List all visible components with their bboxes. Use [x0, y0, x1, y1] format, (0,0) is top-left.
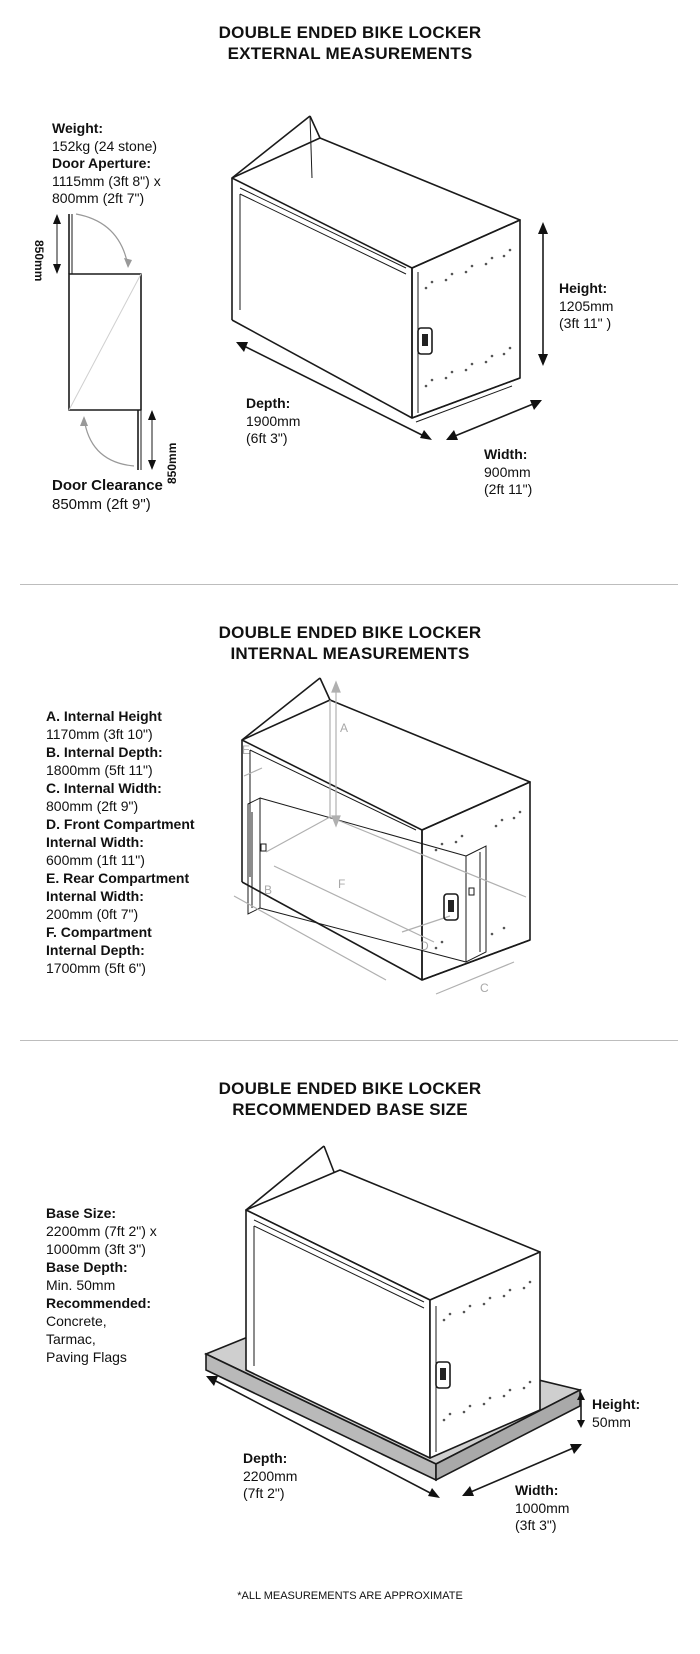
spec-f-value: 1700mm (5ft 6") — [46, 960, 146, 976]
weight-value: 152kg (24 stone) — [52, 137, 158, 154]
recommended-paving-flags: Paving Flags — [46, 1349, 127, 1365]
base-width-value-1: 1000mm — [515, 1499, 570, 1516]
external-depth-label: Depth: — [246, 395, 291, 411]
external-height-value-1: 1205mm — [559, 297, 614, 314]
door-aperture-value-1: 1115mm (3ft 8") x — [52, 172, 161, 189]
letter-e: E — [242, 743, 251, 757]
external-width-value-1: 900mm — [484, 463, 531, 480]
section2-title-line1: DOUBLE ENDED BIKE LOCKER — [218, 623, 482, 642]
external-height-value-2: (3ft 11" ) — [559, 315, 612, 331]
spec-e-value: 200mm (0ft 7") — [46, 906, 139, 922]
door-dim-bottom-label: 850mm — [165, 442, 179, 484]
door-clearance-value: 850mm (2ft 9") — [52, 496, 151, 513]
external-depth-value-1: 1900mm — [246, 412, 301, 429]
spec-f-label-2: Internal Depth: — [46, 942, 145, 958]
base-height-label: Height: — [592, 1396, 641, 1412]
door-dim-top-label: 850mm — [32, 240, 46, 282]
recommended-label: Recommended: — [46, 1295, 152, 1311]
external-width-value-2: (2ft 11") — [484, 481, 533, 497]
base-height-value: 50mm — [592, 1413, 631, 1430]
section3-title-line2: RECOMMENDED BASE SIZE — [232, 1100, 468, 1119]
spec-c-value: 800mm (2ft 9") — [46, 798, 139, 814]
spec-f-label: F. Compartment — [46, 924, 152, 940]
spec-b-value: 1800mm (5ft 11") — [46, 762, 153, 778]
base-width-block — [515, 1482, 569, 1535]
spec-c-label: C. Internal Width: — [46, 780, 162, 796]
letter-f: F — [338, 877, 346, 891]
external-depth-value-2: (6ft 3") — [246, 430, 288, 446]
base-height-block — [592, 1396, 640, 1431]
weight-label: Weight: — [52, 120, 104, 136]
section1-title-line2: EXTERNAL MEASUREMENTS — [227, 44, 473, 63]
spec-d-label-2: Internal Width: — [46, 834, 144, 850]
spec-a-label: A. Internal Height — [46, 708, 162, 724]
base-depth-label: Base Depth: — [46, 1259, 128, 1275]
letter-b: B — [264, 883, 273, 897]
base-footprint-depth-label: Depth: — [243, 1450, 288, 1466]
door-aperture-value-2: 800mm (2ft 7") — [52, 190, 145, 206]
letter-a: A — [340, 721, 349, 735]
external-width-label: Width: — [484, 446, 528, 462]
base-footprint-depth-value-2: (7ft 2") — [243, 1485, 285, 1501]
external-height-label: Height: — [559, 280, 608, 296]
spec-e-label-2: Internal Width: — [46, 888, 144, 904]
section3-title-line1: DOUBLE ENDED BIKE LOCKER — [218, 1079, 482, 1098]
section1-title-line1: DOUBLE ENDED BIKE LOCKER — [218, 23, 482, 42]
door-aperture-label: Door Aperture: — [52, 155, 152, 171]
base-size-value-2: 1000mm (3ft 3") — [46, 1241, 146, 1257]
spec-a-value: 1170mm (3ft 10") — [46, 726, 153, 742]
base-size-label: Base Size: — [46, 1205, 117, 1221]
base-depth-block — [243, 1450, 297, 1503]
base-width-label: Width: — [515, 1482, 559, 1498]
approximate-measurements-note: *ALL MEASUREMENTS ARE APPROXIMATE — [237, 1590, 463, 1602]
letter-d: D — [420, 939, 429, 953]
letter-c: C — [480, 981, 489, 995]
recommended-concrete: Concrete, — [46, 1313, 107, 1329]
base-depth-value: Min. 50mm — [46, 1277, 116, 1293]
section2-title-line2: INTERNAL MEASUREMENTS — [230, 644, 470, 663]
base-size-value-1: 2200mm (7ft 2") x — [46, 1223, 157, 1239]
recommended-tarmac: Tarmac, — [46, 1331, 96, 1347]
spec-d-label: D. Front Compartment — [46, 816, 195, 832]
spec-e-label: E. Rear Compartment — [46, 870, 190, 886]
base-width-value-2: (3ft 3") — [515, 1517, 557, 1533]
base-footprint-depth-value-1: 2200mm — [243, 1467, 298, 1484]
door-clearance-label: Door Clearance — [52, 477, 163, 494]
spec-b-label: B. Internal Depth: — [46, 744, 163, 760]
spec-d-value: 600mm (1ft 11") — [46, 852, 145, 868]
